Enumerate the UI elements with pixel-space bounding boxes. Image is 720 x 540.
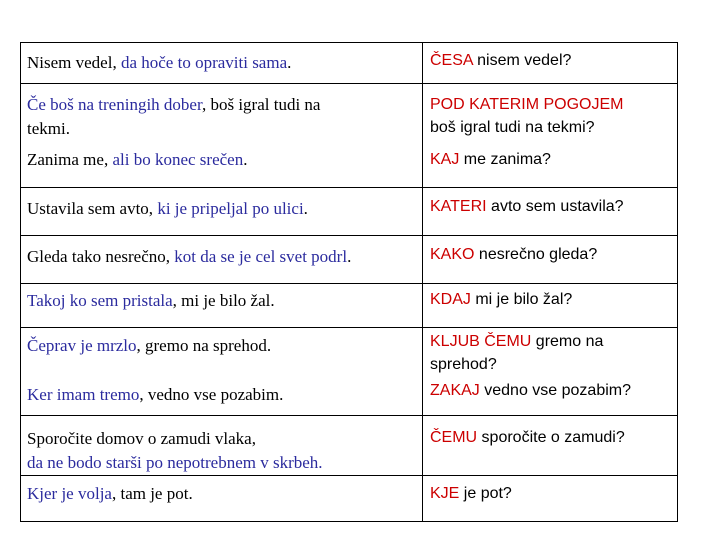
sentence-text: Gleda tako nesrečno,: [27, 247, 175, 266]
sentence-table: [20, 42, 678, 522]
question-text: mi je bilo žal?: [470, 291, 573, 308]
question-cell-5: [430, 243, 676, 266]
question-word: KAJ: [430, 151, 460, 168]
question-text: me zanima?: [459, 151, 551, 168]
sentence-text: , mi je bilo žal.: [172, 291, 275, 310]
column-divider: [422, 43, 423, 521]
sentence-cell-10: [27, 482, 419, 506]
subordinate-clause: Če boš na treningih dober: [27, 95, 202, 114]
question-word: ZAKAJ: [430, 382, 480, 399]
row-divider: [21, 327, 677, 328]
subordinate-clause: da hoče to opraviti sama: [120, 53, 288, 72]
sentence-cell-8: [27, 383, 419, 407]
question-cell-2: [430, 93, 676, 139]
question-cell-8: [430, 379, 676, 402]
question-text: vedno vse pozabim?: [479, 382, 631, 399]
question-text: sprehod?: [430, 356, 497, 373]
question-text: avto sem ustavila?: [486, 198, 624, 215]
sentence-cell-6: [27, 289, 419, 313]
sentence-cell-9: [27, 427, 419, 475]
row-divider: [21, 83, 677, 84]
row-divider: [21, 187, 677, 188]
sentence-text: , boš igral tudi na: [201, 95, 321, 114]
subordinate-clause: ali bo konec srečen: [112, 150, 244, 169]
sentence-text: , tam je pot.: [111, 484, 193, 503]
question-cell-4: [430, 195, 676, 218]
sentence-cell-2: [27, 93, 419, 141]
sentence-text: .: [347, 247, 352, 266]
sentence-cell-7: [27, 334, 419, 358]
question-text: gremo na: [531, 333, 604, 350]
sentence-text: .: [287, 53, 292, 72]
subordinate-clause: kot da se je cel svet podrl: [174, 247, 348, 266]
question-text: boš igral tudi na tekmi?: [430, 119, 595, 136]
question-word: KJE: [430, 485, 460, 502]
sentence-cell-1: [27, 51, 419, 75]
question-word: KDAJ: [430, 291, 471, 308]
question-word: POD KATERIM POGOJEM: [430, 96, 624, 113]
row-divider: [21, 235, 677, 236]
question-cell-6: [430, 288, 676, 311]
question-text: nisem vedel?: [472, 52, 572, 69]
subordinate-clause: Takoj ko sem pristala: [27, 291, 173, 310]
sentence-text: tekmi.: [27, 119, 70, 138]
sentence-text: .: [243, 150, 248, 169]
sentence-cell-4: [27, 197, 419, 221]
sentence-text: .: [303, 199, 308, 218]
question-word: ČESA: [430, 52, 473, 69]
sentence-cell-3: [27, 148, 419, 172]
subordinate-clause: Kjer je volja: [27, 484, 112, 503]
question-text: nesrečno gleda?: [474, 246, 598, 263]
question-word: KATERI: [430, 198, 487, 215]
sentence-text: , vedno vse pozabim.: [139, 385, 284, 404]
subordinate-clause: Ker imam tremo: [27, 385, 140, 404]
sentence-cell-5: [27, 245, 419, 269]
sentence-text: Zanima me,: [27, 150, 113, 169]
question-cell-9: [430, 426, 676, 449]
question-text: sporočite o zamudi?: [477, 429, 625, 446]
sentence-text: , gremo na sprehod.: [136, 336, 272, 355]
question-cell-10: [430, 482, 676, 505]
subordinate-clause: Čeprav je mrzlo: [27, 336, 137, 355]
sentence-text: Sporočite domov o zamudi vlaka,: [27, 429, 256, 448]
question-cell-3: [430, 148, 676, 171]
question-word: ČEMU: [430, 429, 478, 446]
question-word: KLJUB ČEMU: [430, 333, 532, 350]
question-cell-7: [430, 330, 676, 376]
question-cell-1: [430, 49, 676, 72]
row-divider: [21, 415, 677, 416]
sentence-text: Ustavila sem avto,: [27, 199, 158, 218]
question-text: je pot?: [459, 485, 512, 502]
subordinate-clause: da ne bodo starši po nepotrebnem v skrbeh.: [27, 453, 323, 472]
subordinate-clause: ki je pripeljal po ulici: [157, 199, 304, 218]
row-divider: [21, 283, 677, 284]
question-word: KAKO: [430, 246, 475, 263]
row-divider: [21, 475, 677, 476]
sentence-text: Nisem vedel,: [27, 53, 121, 72]
